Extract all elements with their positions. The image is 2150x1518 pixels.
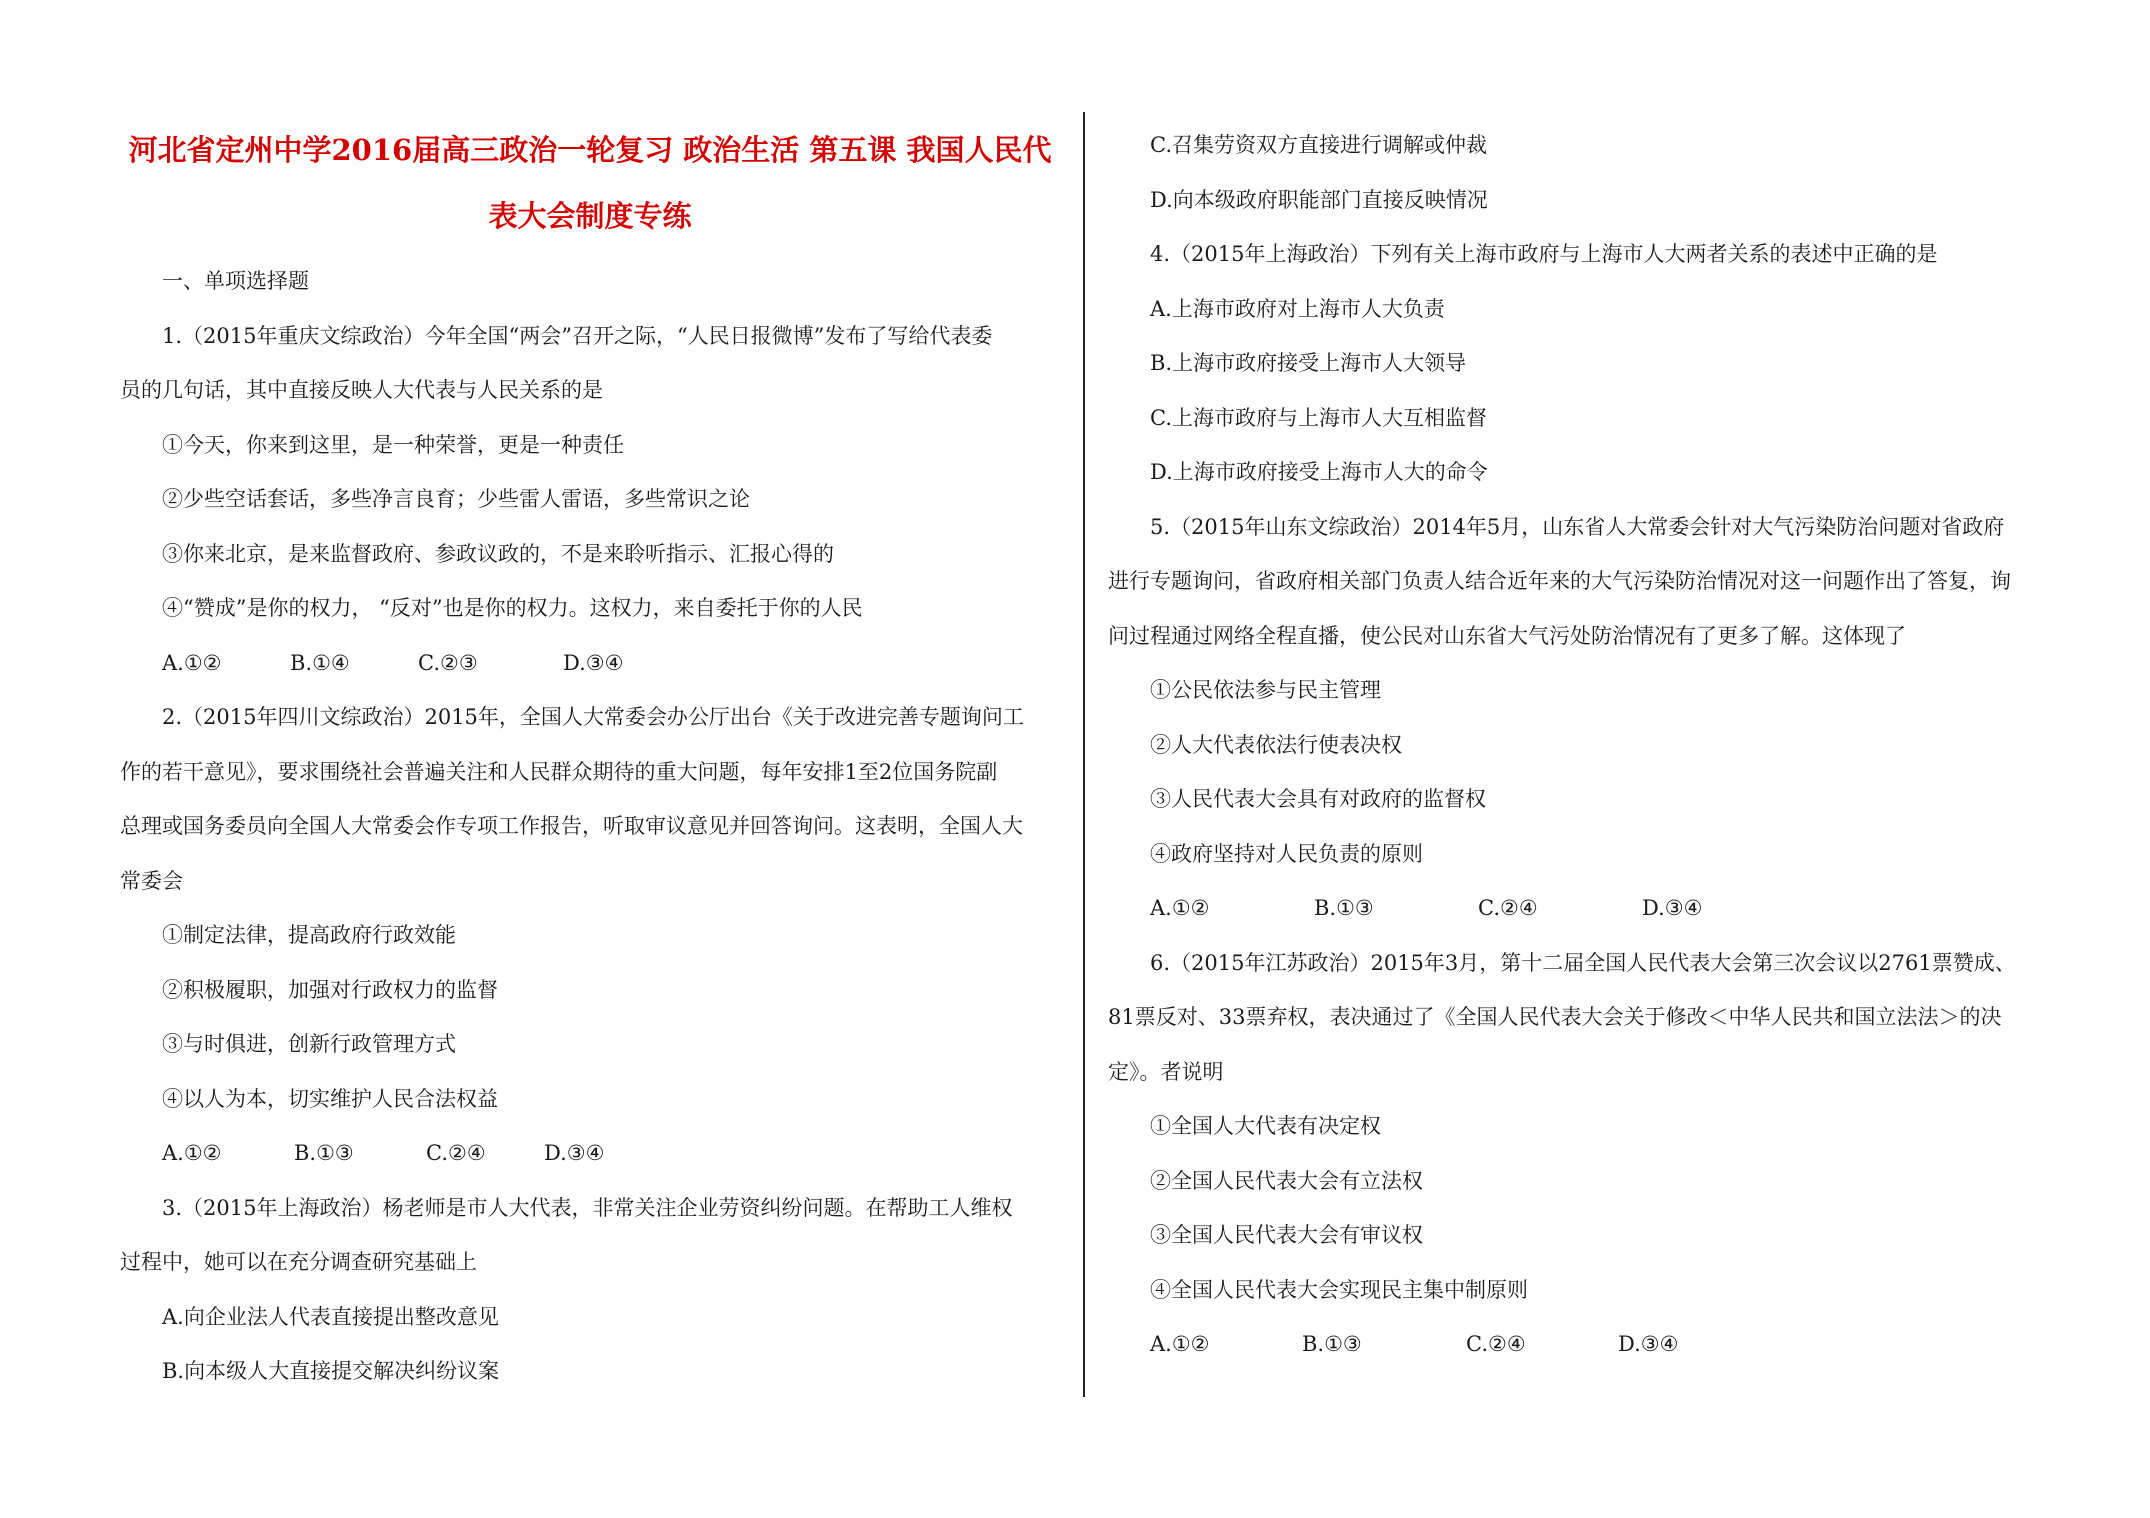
right-column	[1108, 118, 2048, 1372]
question-4	[1108, 227, 2048, 500]
answer-options	[1108, 1317, 2048, 1372]
statement-item: ②全国人民代表大会有立法权	[1150, 1168, 1423, 1193]
answer-option: A.向企业法人代表直接提出整改意见	[162, 1304, 499, 1329]
question-stem-line: 常委会	[120, 868, 183, 893]
section-heading: 一、单项选择题	[162, 269, 309, 293]
option-b: B.①③	[1302, 1332, 1362, 1356]
option-b: B.①③	[1314, 896, 1374, 920]
question-stem-line: 6.（2015年江苏政治）2015年3月，第十二届全国人民代表大会第三次会议以2761票赞成、	[1150, 950, 2016, 975]
answer-option: B.向本级人大直接提交解决纠纷议案	[162, 1359, 500, 1383]
option-c: C.②④	[1466, 1332, 1526, 1356]
question-stem-line: 1.（2015年重庆文综政治）今年全国“两会”召开之际，“人民日报微博”发布了写给代表委	[162, 323, 993, 348]
question-1	[120, 309, 1060, 691]
left-column	[120, 110, 1060, 1399]
option-d: D.③④	[1618, 1332, 1679, 1356]
option-c: C.②④	[426, 1141, 486, 1165]
question-stem-line: 过程中，她可以在充分调查研究基础上	[120, 1250, 477, 1274]
answer-option: D.上海市政府接受上海市人大的命令	[1150, 460, 1488, 484]
statement-item: ②少些空话套话，多些净言良育；少些雷人雷语，多些常识之论	[162, 487, 750, 511]
option-b: B.①③	[294, 1141, 354, 1165]
question-2	[120, 690, 1060, 1181]
option-c: C.②④	[1478, 896, 1538, 920]
question-stem-line: 总理或国务委员向全国人大常委会作专项工作报告，听取审议意见并回答询问。这表明，全国人大	[120, 814, 1023, 838]
option-a: A.①②	[1150, 1332, 1210, 1356]
statement-item: ①今天，你来到这里，是一种荣誉，更是一种责任	[162, 432, 624, 457]
answer-option: C.召集劳资双方直接进行调解或仲裁	[1150, 133, 1487, 157]
question-stem-line: 81票反对、33票弃权，表决通过了《全国人民代表大会关于修改＜中华人民共和国立法法＞的决	[1108, 1005, 2002, 1029]
option-a: A.①②	[162, 1141, 222, 1165]
answer-options	[1108, 881, 2048, 936]
statement-item: ③与时俱进，创新行政管理方式	[162, 1032, 456, 1056]
column-divider	[1083, 112, 1085, 1397]
option-a: A.①②	[162, 650, 222, 675]
statement-item: ③全国人民代表大会有审议权	[1150, 1223, 1423, 1247]
title-line-1: 河北省定州中学2016届高三政治一轮复习 政治生活 第五课 我国人民代	[128, 133, 1052, 167]
question-6	[1108, 936, 2048, 1372]
statement-item: ④全国人民代表大会实现民主集中制原则	[1150, 1277, 1528, 1302]
question-stem-line: 4.（2015年上海政治）下列有关上海市政府与上海市人大两者关系的表述中正确的是	[1150, 242, 1938, 266]
answer-options	[120, 636, 1060, 691]
option-d: D.③④	[563, 650, 624, 675]
question-stem-line: 5.（2015年山东文综政治）2014年5月，山东省人大常委会针对大气污染防治问题对省政府	[1150, 514, 2005, 539]
title-line-2: 表大会制度专练	[488, 199, 692, 233]
statement-item: ①全国人大代表有决定权	[1150, 1114, 1381, 1138]
option-c: C.②③	[418, 650, 478, 675]
question-stem-line: 进行专题询问，省政府相关部门负责人结合近年来的大气污染防治情况对这一问题作出了答复，询	[1108, 569, 2011, 593]
question-stem-line: 2.（2015年四川文综政治）2015年，全国人大常委会办公厅出台《关于改进完善专题询问工	[162, 705, 1024, 729]
answer-options	[120, 1126, 1060, 1181]
statement-item: ③人民代表大会具有对政府的监督权	[1150, 787, 1486, 811]
statement-item: ①制定法律，提高政府行政效能	[162, 923, 456, 947]
question-5	[1108, 500, 2048, 936]
statement-item: ③你来北京，是来监督政府、参政议政的，不是来聆听指示、汇报心得的	[162, 541, 834, 566]
statement-item: ④以人为本，切实维护人民合法权益	[162, 1086, 498, 1111]
document-title	[120, 130, 1060, 236]
section-single-choice	[120, 254, 1060, 1399]
question-stem-line: 员的几句话，其中直接反映人大代表与人民关系的是	[120, 378, 603, 402]
statement-item: ④“赞成”是你的权力， “反对”也是你的权力。这权力，来自委托于你的人民	[162, 596, 863, 620]
question-stem-line: 定》。者说明	[1108, 1059, 1224, 1084]
question-stem-line: 问过程通过网络全程直播，使公民对山东省大气污处防治情况有了更多了解。这体现了	[1108, 623, 1906, 648]
statement-item: ②人大代表依法行使表决权	[1150, 732, 1402, 757]
answer-option: A.上海市政府对上海市人大负责	[1150, 296, 1445, 321]
question-stem-line: 作的若干意见》，要求围绕社会普遍关注和人民群众期待的重大问题，每年安排1至2位国务院副	[120, 759, 998, 784]
option-a: A.①②	[1150, 896, 1210, 920]
answer-option: C.上海市政府与上海市人大互相监督	[1150, 405, 1487, 430]
statement-item: ①公民依法参与民主管理	[1150, 678, 1381, 702]
question-stem-line: 3.（2015年上海政治）杨老师是市人大代表，非常关注企业劳资纠纷问题。在帮助工人维权	[162, 1195, 1013, 1220]
option-d: D.③④	[544, 1141, 605, 1165]
answer-option: D.向本级政府职能部门直接反映情况	[1150, 187, 1488, 212]
statement-item: ②积极履职，加强对行政权力的监督	[162, 977, 498, 1002]
question-3	[120, 1181, 1060, 1399]
option-d: D.③④	[1642, 896, 1703, 920]
statement-item: ④政府坚持对人民负责的原则	[1150, 841, 1423, 866]
option-b: B.①④	[290, 650, 350, 675]
answer-option: B.上海市政府接受上海市人大领导	[1150, 351, 1467, 375]
